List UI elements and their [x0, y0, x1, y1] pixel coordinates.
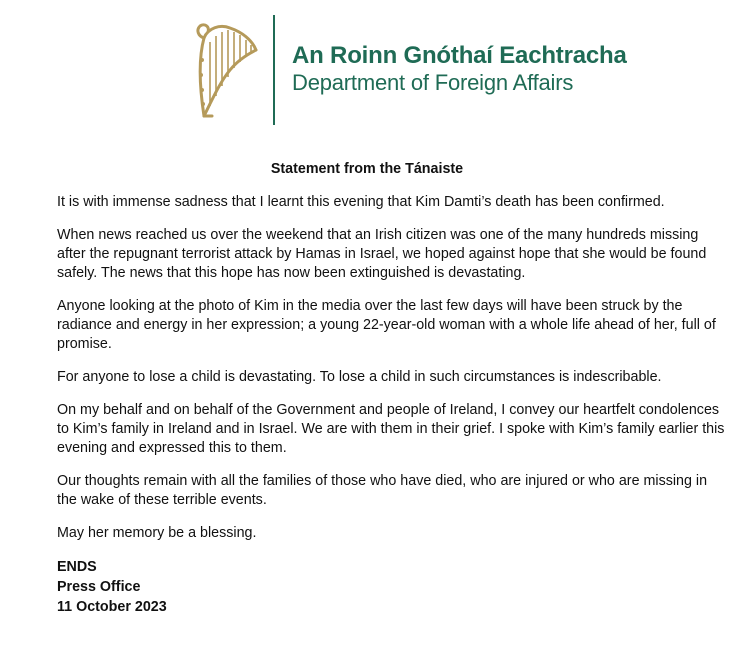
department-name [292, 44, 627, 94]
letterhead-divider [273, 15, 275, 125]
sign-off [57, 557, 727, 617]
statement-body [57, 160, 727, 617]
statement-paragraph: When news reached us over the weekend that an Irish citizen was one of the many hundreds missing after the repugnant terrorist attack by Hamas in Israel, we hoped against hope that she would be found safely. The news that this hope has now been extinguished is devastating. [57, 227, 707, 281]
harp-icon [190, 20, 262, 120]
statement-date: 11 October 2023 [57, 599, 167, 615]
statement-paragraph: On my behalf and on behalf of the Government and people of Ireland, I convey our heartfelt condolences to Kim’s family in Ireland and in Israel. We are with them in their grief. I spoke with Kim’s family earlier this evening and expressed this to them. [57, 402, 725, 456]
statement-paragraph: It is with immense sadness that I learnt this evening that Kim Damti’s death has been confirmed. [57, 194, 665, 210]
statement-paragraph: For anyone to lose a child is devastating. To lose a child in such circumstances is indescribable. [57, 369, 662, 385]
department-name-irish: An Roinn Gnóthaí Eachtracha [292, 42, 627, 69]
statement-paragraph: May her memory be a blessing. [57, 525, 257, 541]
statement-paragraph: Our thoughts remain with all the families of those who have died, who are injured or who are missing in the wake of these terrible events. [57, 473, 708, 508]
ends-marker: ENDS [57, 559, 97, 575]
press-office: Press Office [57, 579, 141, 595]
statement-paragraph: Anyone looking at the photo of Kim in the media over the last few days will have been struck by the radiance and energy in her expression; a young 22-year-old woman with a whole life ahead of her, full of promise. [57, 298, 716, 352]
statement-title: Statement from the Tánaiste [270, 161, 464, 177]
letterhead [0, 0, 740, 140]
department-name-english: Department of Foreign Affairs [292, 70, 574, 95]
